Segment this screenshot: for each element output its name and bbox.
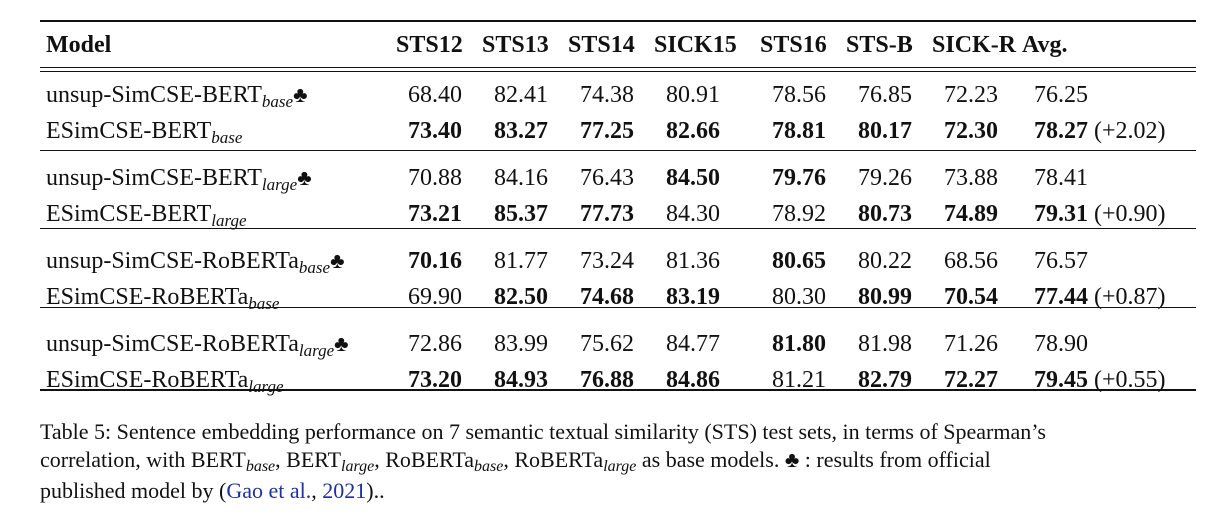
- caption-sub-2: large: [341, 458, 375, 475]
- score-value: 74.89: [944, 200, 998, 227]
- score-value: 79.31: [1034, 200, 1088, 227]
- score-cell: [482, 194, 568, 234]
- score-cell: [760, 277, 846, 317]
- score-value: 70.54: [944, 283, 998, 310]
- score-cell: [654, 151, 760, 194]
- club-icon: ♣: [330, 248, 345, 273]
- header-sts16: STS16: [760, 31, 827, 58]
- score-value: 79.45: [1034, 366, 1088, 393]
- score-cell: [568, 194, 654, 234]
- model-subscript: base: [298, 258, 331, 277]
- score-value: 72.23: [944, 82, 998, 108]
- score-value: 76.88: [580, 366, 634, 393]
- score-value: 77.73: [580, 200, 634, 227]
- score-value: 82.50: [494, 283, 548, 310]
- score-value: 78.41: [1034, 165, 1088, 191]
- score-cell: [396, 234, 482, 277]
- score-cell: [654, 360, 760, 400]
- table-row: [40, 151, 1196, 194]
- header-avg: Avg.: [1022, 31, 1068, 58]
- table-row: [40, 111, 1196, 151]
- score-cell: [1022, 277, 1196, 317]
- score-cell: [396, 360, 482, 400]
- score-value: 81.80: [772, 331, 826, 357]
- score-value: 80.22: [858, 248, 912, 274]
- model-subscript: large: [298, 341, 335, 360]
- score-cell: [654, 194, 760, 234]
- score-value: 84.93: [494, 366, 548, 393]
- score-value: 77.44: [1034, 283, 1088, 310]
- score-cell: [396, 151, 482, 194]
- score-value: 84.16: [494, 165, 548, 191]
- score-value: 84.77: [666, 331, 720, 357]
- score-cell: [1022, 317, 1196, 360]
- score-cell: [932, 151, 1022, 194]
- score-cell: [1022, 234, 1196, 277]
- score-value: 80.17: [858, 117, 912, 144]
- score-cell: [846, 68, 932, 111]
- score-value: 83.27: [494, 117, 548, 144]
- header-stsb: STS-B: [846, 31, 913, 58]
- score-cell: [846, 234, 932, 277]
- header-row: [40, 22, 1196, 68]
- avg-delta: (+0.90): [1094, 200, 1166, 227]
- score-value: 73.21: [408, 200, 462, 227]
- score-value: 77.25: [580, 117, 634, 144]
- score-value: 81.21: [772, 366, 826, 393]
- score-value: 70.16: [408, 248, 462, 274]
- model-cell: [40, 360, 396, 400]
- score-value: 84.30: [666, 200, 720, 227]
- score-cell: [760, 68, 846, 111]
- model-name: unsup-SimCSE-BERT: [46, 82, 262, 108]
- citation-link-author[interactable]: Gao et al.: [226, 478, 312, 503]
- table-row: [40, 317, 1196, 360]
- score-cell: [760, 317, 846, 360]
- score-cell: [1022, 194, 1196, 234]
- model-name: unsup-SimCSE-BERT: [46, 165, 262, 191]
- caption-cite-sep: ,: [311, 478, 323, 503]
- score-cell: [1022, 111, 1196, 151]
- score-value: 76.85: [858, 82, 912, 108]
- score-value: 72.30: [944, 117, 998, 144]
- score-value: 78.92: [772, 200, 826, 227]
- score-cell: [846, 277, 932, 317]
- score-value: 74.38: [580, 82, 634, 108]
- model-subscript: base: [211, 127, 243, 147]
- caption-sub-3: base: [474, 458, 504, 475]
- score-value: 72.27: [944, 366, 998, 393]
- score-cell: [568, 234, 654, 277]
- score-cell: [482, 360, 568, 400]
- score-cell: [1022, 151, 1196, 194]
- score-value: 76.43: [580, 165, 634, 191]
- caption-line-3a: published model by (: [40, 478, 227, 503]
- score-value: 80.30: [772, 283, 826, 310]
- score-cell: [654, 234, 760, 277]
- score-cell: [760, 360, 846, 400]
- score-value: 75.62: [580, 331, 634, 357]
- score-value: 80.73: [858, 200, 912, 227]
- score-cell: [654, 111, 760, 151]
- avg-delta: (+2.02): [1094, 117, 1166, 144]
- table-row: [40, 360, 1196, 400]
- score-value: 82.79: [858, 366, 912, 393]
- model-subscript: large: [261, 175, 298, 194]
- score-cell: [482, 151, 568, 194]
- score-cell: [568, 111, 654, 151]
- model-cell: [40, 317, 396, 360]
- score-value: 81.98: [858, 331, 912, 357]
- score-cell: [568, 277, 654, 317]
- score-cell: [846, 151, 932, 194]
- score-value: 79.26: [858, 165, 912, 191]
- score-value: 83.19: [666, 283, 720, 310]
- score-cell: [760, 111, 846, 151]
- score-cell: [568, 360, 654, 400]
- header-sickr: SICK-R: [932, 31, 1017, 58]
- score-cell: [932, 317, 1022, 360]
- score-value: 80.99: [858, 283, 912, 310]
- score-value: 76.57: [1034, 248, 1088, 274]
- model-name: ESimCSE-RoBERTa: [46, 283, 249, 310]
- score-value: 72.86: [408, 331, 462, 357]
- score-value: 82.66: [666, 117, 720, 144]
- score-value: 78.56: [772, 82, 826, 108]
- model-name: unsup-SimCSE-RoBERTa: [46, 331, 299, 357]
- score-value: 71.26: [944, 331, 998, 357]
- score-cell: [846, 194, 932, 234]
- model-cell: [40, 111, 396, 151]
- score-cell: [932, 194, 1022, 234]
- score-value: 78.81: [772, 117, 826, 144]
- score-value: 80.65: [772, 248, 826, 274]
- score-cell: [396, 111, 482, 151]
- club-icon: ♣: [297, 165, 312, 190]
- score-cell: [846, 317, 932, 360]
- avg-delta: (+0.55): [1094, 366, 1166, 393]
- caption-line-2a: correlation, with BERT: [40, 447, 246, 472]
- score-cell: [482, 317, 568, 360]
- score-cell: [396, 194, 482, 234]
- score-cell: [396, 68, 482, 111]
- score-cell: [846, 360, 932, 400]
- header-sick15: SICK15: [654, 31, 737, 58]
- score-cell: [760, 234, 846, 277]
- score-cell: [654, 317, 760, 360]
- score-cell: [1022, 360, 1196, 400]
- score-value: 73.20: [408, 366, 462, 393]
- score-value: 68.56: [944, 248, 998, 274]
- score-cell: [568, 151, 654, 194]
- score-cell: [396, 277, 482, 317]
- club-icon: ♣: [334, 331, 349, 356]
- score-cell: [1022, 68, 1196, 111]
- score-value: 69.90: [408, 283, 462, 310]
- score-cell: [482, 68, 568, 111]
- model-cell: [40, 277, 396, 317]
- caption-sep-1: , BERT: [275, 447, 342, 472]
- score-cell: [932, 234, 1022, 277]
- avg-delta: (+0.87): [1094, 283, 1166, 310]
- score-cell: [932, 68, 1022, 111]
- score-value: 70.88: [408, 165, 462, 191]
- score-value: 85.37: [494, 200, 548, 227]
- header-sts13: STS13: [482, 31, 549, 58]
- score-cell: [932, 277, 1022, 317]
- model-subscript: large: [211, 210, 247, 230]
- caption-line-1: Table 5: Sentence embedding performance on 7 semantic textual similarity (STS) test sets, in terms of Spearman’s: [40, 419, 1046, 444]
- score-cell: [568, 68, 654, 111]
- score-value: 81.36: [666, 248, 720, 274]
- table-body: [40, 68, 1196, 400]
- score-value: 76.25: [1034, 82, 1088, 108]
- club-icon: ♣: [293, 82, 308, 107]
- caption-sep-2: , RoBERTa: [374, 447, 475, 472]
- score-cell: [932, 360, 1022, 400]
- score-value: 81.77: [494, 248, 548, 274]
- caption-sep-3: , RoBERTa: [503, 447, 604, 472]
- score-value: 78.90: [1034, 331, 1088, 357]
- model-subscript: base: [261, 92, 294, 111]
- header-sts14: STS14: [568, 31, 635, 58]
- score-cell: [760, 194, 846, 234]
- score-value: 74.68: [580, 283, 634, 310]
- header-model: Model: [46, 31, 112, 58]
- score-value: 84.86: [666, 366, 720, 393]
- caption-line-2b: as base models. ♣ : results from official: [636, 447, 991, 472]
- table-row: [40, 194, 1196, 234]
- caption-sub-4: large: [603, 458, 637, 475]
- score-cell: [568, 317, 654, 360]
- score-cell: [932, 111, 1022, 151]
- score-value: 68.40: [408, 82, 462, 108]
- model-name: ESimCSE-BERT: [46, 117, 212, 144]
- model-name: ESimCSE-RoBERTa: [46, 366, 249, 393]
- model-cell: [40, 234, 396, 277]
- model-subscript: base: [248, 293, 280, 313]
- score-cell: [482, 234, 568, 277]
- table-caption: [40, 418, 1200, 505]
- score-cell: [760, 151, 846, 194]
- citation-link-year[interactable]: 2021: [322, 478, 367, 503]
- table-row: [40, 234, 1196, 277]
- caption-line-3b: )..: [366, 478, 385, 503]
- table-row: [40, 68, 1196, 111]
- table-row: [40, 277, 1196, 317]
- score-value: 73.24: [580, 248, 634, 274]
- score-cell: [482, 111, 568, 151]
- model-cell: [40, 194, 396, 234]
- model-cell: [40, 68, 396, 111]
- score-value: 82.41: [494, 82, 548, 108]
- score-value: 73.40: [408, 117, 462, 144]
- score-cell: [654, 277, 760, 317]
- results-table: [40, 22, 1196, 400]
- model-cell: [40, 151, 396, 194]
- caption-sub-1: base: [245, 458, 276, 475]
- score-value: 73.88: [944, 165, 998, 191]
- score-cell: [654, 68, 760, 111]
- score-cell: [846, 111, 932, 151]
- score-value: 79.76: [772, 165, 826, 191]
- score-cell: [396, 317, 482, 360]
- score-cell: [482, 277, 568, 317]
- model-name: unsup-SimCSE-RoBERTa: [46, 248, 299, 274]
- score-value: 80.91: [666, 82, 720, 108]
- model-name: ESimCSE-BERT: [46, 200, 212, 227]
- score-value: 84.50: [666, 165, 720, 191]
- score-value: 78.27: [1034, 117, 1088, 144]
- score-value: 83.99: [494, 331, 548, 357]
- header-sts12: STS12: [396, 31, 463, 58]
- model-subscript: large: [248, 376, 284, 396]
